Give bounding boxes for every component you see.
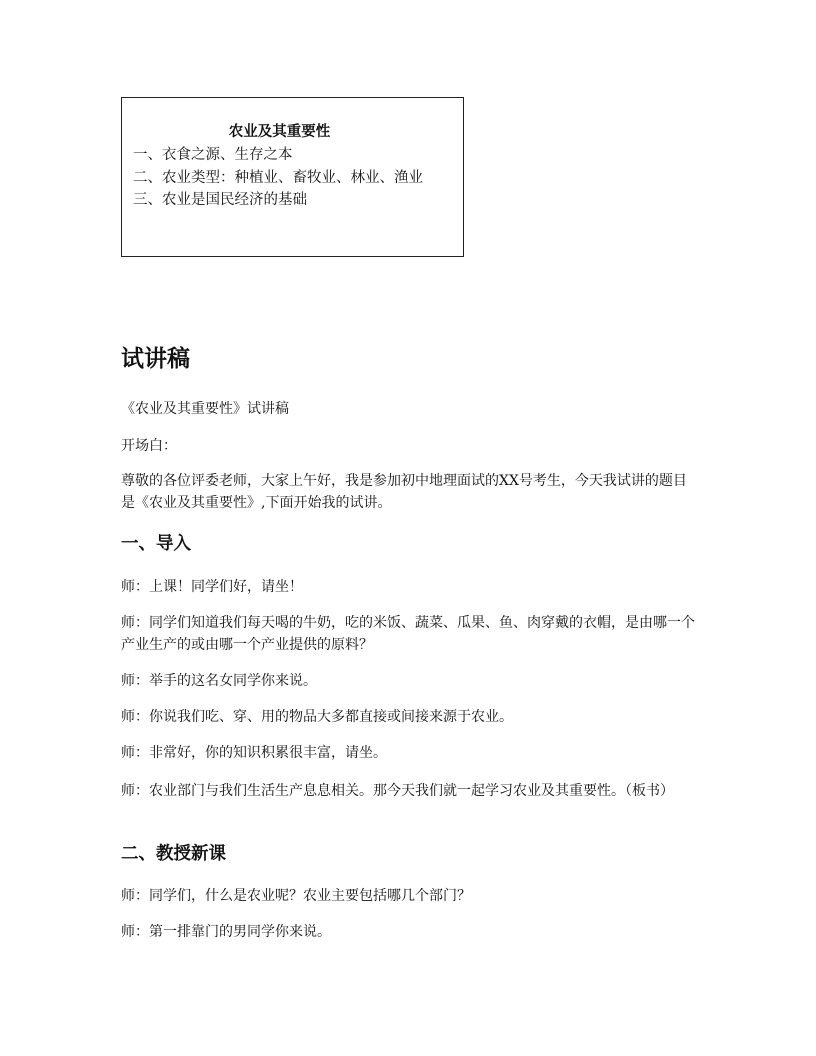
dialogue-paragraph: 师：上课！同学们好，请坐！ bbox=[121, 579, 303, 595]
blackboard-outline-box bbox=[121, 97, 464, 257]
document-title: 试讲稿 bbox=[121, 346, 190, 372]
section-heading-new-lesson: 二、教授新课 bbox=[121, 844, 226, 864]
board-line-1: 一、衣食之源、生存之本 bbox=[133, 147, 293, 163]
board-line-3: 三、农业是国民经济的基础 bbox=[133, 192, 307, 208]
opening-label: 开场白： bbox=[121, 438, 177, 454]
document-subtitle: 《农业及其重要性》试讲稿 bbox=[121, 401, 289, 417]
board-line-2: 二、农业类型：种植业、畜牧业、林业、渔业 bbox=[133, 170, 423, 186]
dialogue-paragraph: 师：同学们，什么是农业呢？农业主要包括哪几个部门？ bbox=[121, 888, 471, 904]
dialogue-paragraph: 师：举手的这名女同学你来说。 bbox=[121, 673, 317, 689]
dialogue-paragraph: 师：同学们知道我们每天喝的牛奶，吃的米饭、蔬菜、瓜果、鱼、肉穿戴的衣帽，是由哪一个产业生产的或由哪一个产业提供的原料？ bbox=[121, 615, 695, 653]
dialogue-paragraph: 师：非常好，你的知识积累很丰富，请坐。 bbox=[121, 745, 387, 761]
dialogue-paragraph: 师：你说我们吃、穿、用的物品大多都直接或间接来源于农业。 bbox=[121, 709, 513, 725]
dialogue-paragraph: 师：农业部门与我们生活生产息息相关。那今天我们就一起学习农业及其重要性。（板书） bbox=[121, 783, 674, 799]
board-title: 农业及其重要性 bbox=[228, 124, 331, 140]
opening-paragraph: 尊敬的各位评委老师，大家上午好，我是参加初中地理面试的XX号考生，今天我试讲的题目是《农业及其重要性》,下面开始我的试讲。 bbox=[121, 473, 687, 511]
section-heading-intro: 一、导入 bbox=[121, 534, 191, 554]
dialogue-paragraph: 师：第一排靠门的男同学你来说。 bbox=[121, 924, 331, 940]
